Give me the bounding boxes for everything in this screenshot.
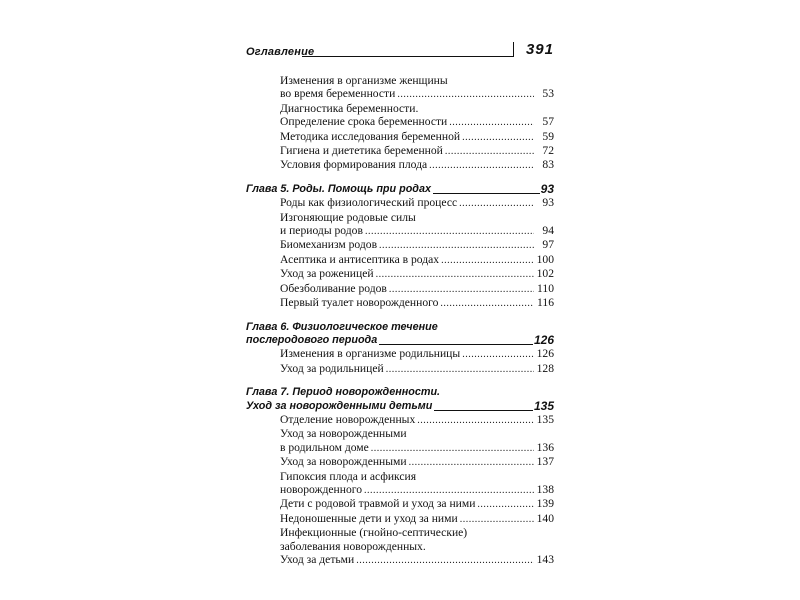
toc-page-number: 143 [536,553,554,566]
dot-leader [409,456,534,469]
toc-section-chapter-7 [246,386,554,567]
toc-entry-title: Уход за новорожденными [280,427,407,441]
chapter-page-number: 126 [533,332,554,347]
toc-entry-title: Недоношенные дети и уход за ними [280,511,458,525]
toc-entry[interactable] [280,483,554,497]
toc-entry-title: во время беременности [280,87,396,101]
chapter-page-number: 93 [540,181,554,196]
toc-page-number: 102 [536,267,554,281]
toc-entry[interactable] [280,253,554,267]
header-rule [302,56,514,57]
dot-leader [365,225,534,238]
toc-entry[interactable] [280,238,554,252]
toc-page-number: 110 [537,281,554,295]
toc-entry-title: Определение срока беременности [280,115,448,129]
dot-leader [460,513,534,526]
header-page-number: 391 [525,41,554,58]
toc-page-number: 139 [536,497,554,511]
toc-entry-title: Изменения в организме женщины [280,74,448,87]
toc-page-number: 93 [542,196,554,210]
chapter-heading-line [246,386,554,399]
toc-entry-title: Уход за роженицей [280,267,374,281]
toc-page-number: 116 [537,296,554,310]
toc-entry[interactable] [280,512,554,526]
toc-entry-title: и периоды родов [280,224,363,238]
toc-entries [246,74,554,173]
toc-entry-title: новорожденного [280,482,363,496]
header-title: Оглавление [246,46,315,58]
toc-section-chapter-4-tail [246,74,554,173]
chapter-page-number: 135 [533,398,554,413]
toc-entry-title: Уход за новорожденными [280,455,407,469]
chapter-heading[interactable] [246,334,554,347]
toc-entry-title: Дети с родовой травмой и уход за ними [280,497,476,511]
toc-entry-title: Уход за родильницей [280,361,384,375]
chapter-heading[interactable] [246,183,554,196]
toc-page-number: 72 [542,144,554,158]
dot-leader [449,116,534,129]
toc-entry[interactable] [280,87,554,101]
heading-leader-rule [433,193,540,194]
toc-entry-line [280,470,554,483]
toc-entry[interactable] [280,158,554,172]
toc-entry[interactable] [280,497,554,511]
dot-leader [389,283,534,296]
dot-leader [445,145,534,158]
toc-entry[interactable] [280,441,554,455]
toc-entry-title: Условия формирования плода [280,158,428,172]
toc-page-number: 136 [536,440,554,454]
toc-entry-title: Глава 6. Физиологическое течение [246,320,438,333]
toc-entry-title: Первый туалет новорожденного [280,296,439,310]
toc-entry-line [280,427,554,440]
toc-entry-title: Отделение новорожденных [280,412,416,426]
toc-entry-title: Глава 7. Период новорожденности. [246,386,441,399]
toc-entry-line [280,102,554,115]
toc-entry-line [280,540,554,553]
toc-entry-title: Диагностика беременности. [280,101,419,115]
toc-entries [246,347,554,376]
toc-page-number: 137 [536,455,554,469]
toc-entry[interactable] [280,455,554,469]
dot-leader [364,484,534,497]
dot-leader [440,297,534,310]
toc-entry[interactable] [280,413,554,427]
toc-page-number: 53 [542,87,554,101]
toc-page-number: 138 [536,482,554,496]
dot-leader [462,348,534,361]
dot-leader [371,442,534,455]
toc-page-number: 140 [536,511,554,525]
toc-page-number: 97 [542,238,554,252]
toc-entry[interactable] [280,296,554,310]
toc-entry-title: Уход за детьми [280,553,355,566]
dot-leader [397,88,534,101]
dot-leader [379,239,534,252]
toc-entry-title: Обезболивание родов [280,281,387,295]
toc-entry-title: Гипоксия плода и асфиксия [280,469,417,483]
dot-leader [459,197,534,210]
dot-leader [386,363,534,376]
toc-entry[interactable] [280,196,554,210]
chapter-heading[interactable] [246,400,554,413]
toc-entry[interactable] [280,130,554,144]
toc-entry[interactable] [280,115,554,129]
toc-entry[interactable] [280,267,554,281]
toc-page-number: 100 [536,252,554,266]
heading-leader-rule [434,410,533,411]
toc-entry-title: Глава 5. Роды. Помощь при родах [246,182,431,195]
toc-page-number: 126 [536,347,554,361]
toc-page-number: 59 [542,129,554,143]
toc-entry-title: Гигиена и диететика беременной [280,144,443,158]
toc-page [246,40,554,567]
toc-entry-title: Роды как физиологический процесс [280,196,458,210]
dot-leader [462,131,534,144]
running-header [246,40,554,64]
toc-entry-line [280,526,554,539]
toc-entries [246,196,554,310]
toc-section-chapter-6 [246,321,554,377]
dot-leader [429,159,534,172]
toc-entry-title: Уход за новорожденными детьми [246,399,433,412]
toc-entry-title: послеродового периода [246,333,378,346]
toc-entry[interactable] [280,144,554,158]
toc-entry-title: заболевания новорожденных. [280,539,426,553]
toc-page-number: 94 [542,224,554,238]
toc-entry-title: Биомеханизм родов [280,238,378,252]
toc-page-number: 83 [542,158,554,172]
toc-entry-title: Инфекционные (гнойно-септические) [280,526,468,540]
toc-entry[interactable] [280,362,554,376]
toc-entry-title: в родильном доме [280,440,369,454]
dot-leader [356,554,534,567]
dot-leader [441,254,534,267]
dot-leader [376,268,534,281]
toc-entry[interactable] [280,224,554,238]
toc-entry-line [280,74,554,87]
heading-leader-rule [379,344,533,345]
toc-entry[interactable] [280,282,554,296]
toc-entry-title: Методика исследования беременной [280,129,461,143]
toc-page-number: 135 [536,412,554,426]
toc-entry-title: Асептика и антисептика в родах [280,252,440,266]
toc-entry-title: Изгоняющие родовые силы [280,210,416,224]
dot-leader [417,414,534,427]
dot-leader [477,498,534,511]
toc-page-number: 57 [542,115,554,129]
toc-entry-title: Изменения в организме родильницы [280,347,461,361]
header-divider [513,42,514,56]
toc-entry[interactable] [280,347,554,361]
toc-section-chapter-5 [246,183,554,311]
toc-entry-line [280,211,554,224]
toc-entry[interactable] [280,553,554,567]
toc-entries [246,413,554,567]
chapter-heading-line [246,321,554,334]
toc-page-number: 128 [536,361,554,375]
